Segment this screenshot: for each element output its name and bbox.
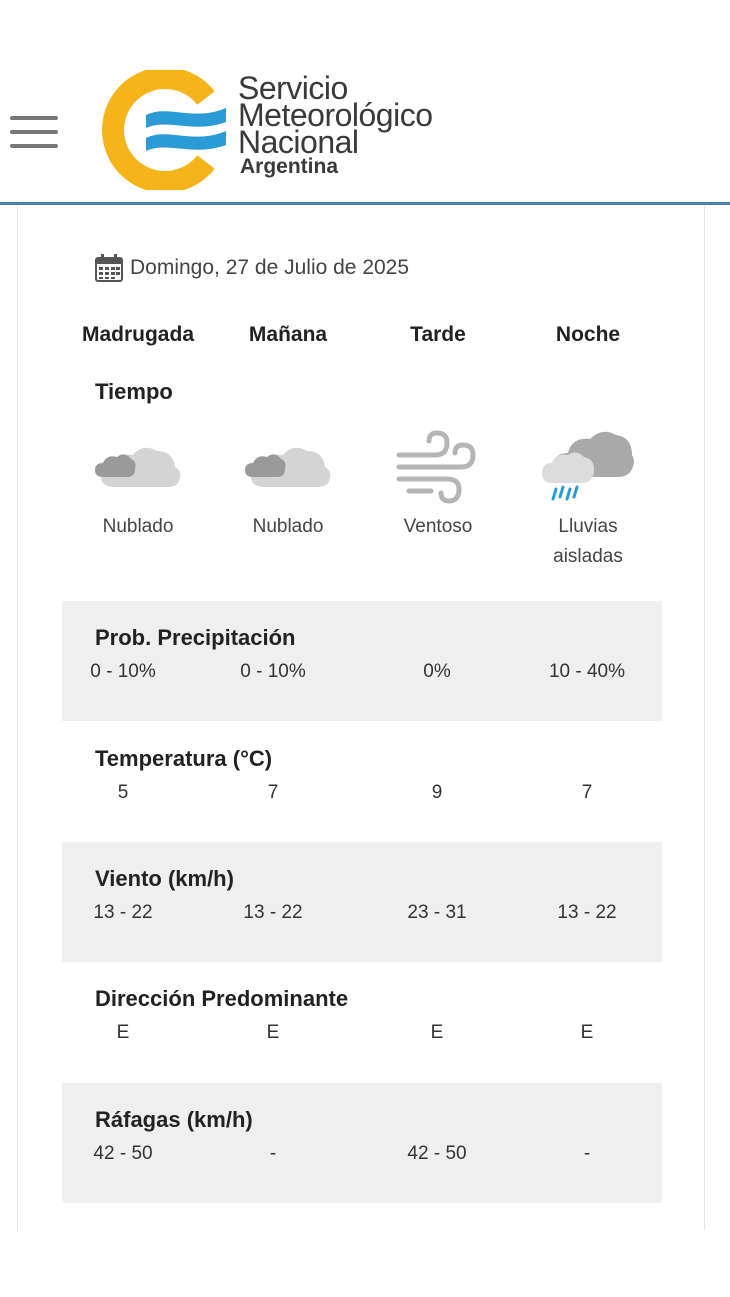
period-header: Madrugada xyxy=(81,323,194,346)
weather-labels-row xyxy=(63,512,663,572)
weather-label: Ventoso xyxy=(403,516,473,537)
temperature-row xyxy=(62,722,662,842)
cloudy-icon xyxy=(93,437,183,497)
period-header: Noche xyxy=(555,323,621,346)
weather-icons-row xyxy=(63,427,663,507)
row-value: 5 xyxy=(117,782,129,803)
period-headers xyxy=(63,323,663,347)
row-value: 7 xyxy=(267,782,279,803)
period-header: Tarde xyxy=(410,323,466,346)
weather-label: Nublado xyxy=(252,516,324,537)
wind-direction-row xyxy=(62,962,662,1082)
row-value: E xyxy=(580,1022,594,1043)
row-value: 7 xyxy=(581,782,593,803)
weather-label: Nublado xyxy=(102,516,174,537)
forecast-date-row xyxy=(94,253,409,283)
cloudy-icon xyxy=(243,437,333,497)
forecast-date: Domingo, 27 de Julio de 2025 xyxy=(130,256,410,279)
wind-row xyxy=(62,842,662,962)
row-value: - xyxy=(269,1143,277,1164)
row-value: 13 - 22 xyxy=(93,902,153,923)
row-value: E xyxy=(266,1022,280,1043)
row-value: 0% xyxy=(423,661,451,682)
row-title: Prob. Precipitación xyxy=(95,625,296,650)
weather-label: Lluvias aisladas xyxy=(553,516,623,567)
row-value: 42 - 50 xyxy=(407,1143,467,1164)
isolated-showers-icon xyxy=(540,427,636,507)
period-header: Mañana xyxy=(248,323,328,346)
row-title: Temperatura (°C) xyxy=(95,746,273,771)
logo-country: Argentina xyxy=(240,155,339,178)
logo-line-1: Servicio xyxy=(238,70,348,106)
calendar-icon xyxy=(94,253,124,283)
logo-line-2: Meteorológico xyxy=(238,97,433,133)
row-value: 13 - 22 xyxy=(243,902,303,923)
gusts-row xyxy=(62,1083,662,1203)
row-value: E xyxy=(430,1022,444,1043)
row-title: Viento (km/h) xyxy=(95,866,234,891)
row-title: Dirección Predominante xyxy=(95,986,349,1011)
row-value: 9 xyxy=(431,782,443,803)
row-value: 0 - 10% xyxy=(240,661,306,682)
site-header xyxy=(0,0,730,205)
logo-wordmark[interactable] xyxy=(238,72,433,177)
row-value: 42 - 50 xyxy=(93,1143,153,1164)
forecast-card xyxy=(17,205,705,1230)
weather-section-title: Tiempo xyxy=(95,379,173,404)
row-value: 23 - 31 xyxy=(407,902,467,923)
logo-line-3: Nacional xyxy=(238,124,359,160)
row-title: Ráfagas (km/h) xyxy=(95,1107,253,1132)
windy-icon xyxy=(395,427,481,507)
row-value: 0 - 10% xyxy=(90,661,156,682)
row-value: - xyxy=(583,1143,591,1164)
row-value: E xyxy=(116,1022,130,1043)
precipitation-row xyxy=(62,601,662,721)
row-value: 13 - 22 xyxy=(557,902,617,923)
row-value: 10 - 40% xyxy=(548,661,626,682)
hamburger-menu-icon[interactable] xyxy=(10,116,58,150)
